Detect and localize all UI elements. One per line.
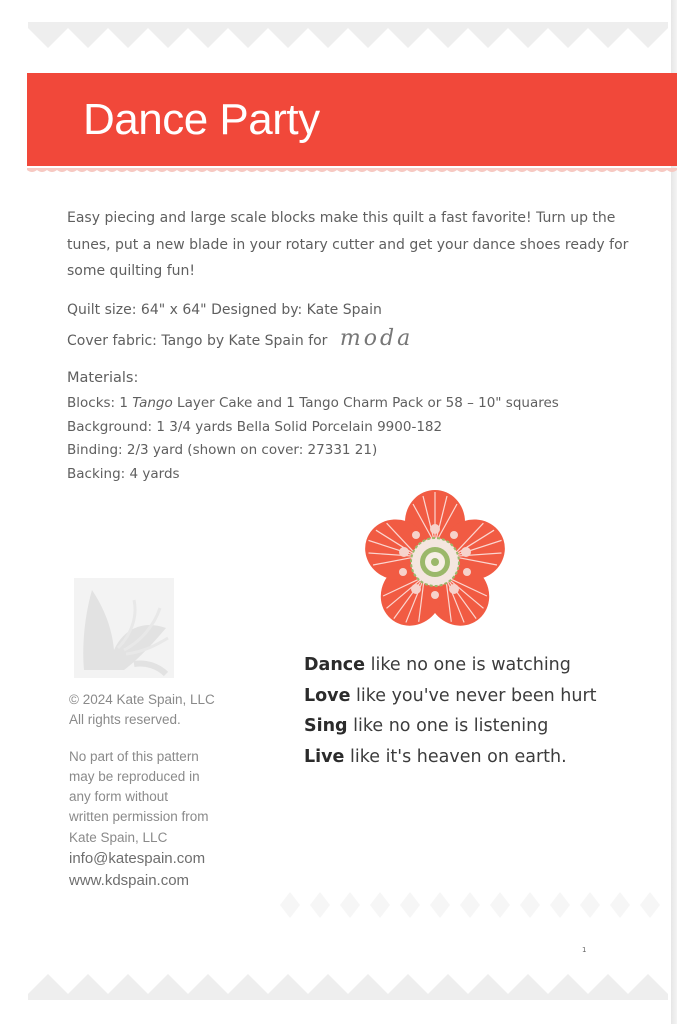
rights-line: All rights reserved. <box>69 712 181 728</box>
quote-line <box>304 742 597 773</box>
moda-logo: moda <box>339 326 414 351</box>
notice-line: may be reproduced in <box>69 768 200 784</box>
materials-list <box>67 370 559 486</box>
page-title: Dance Party <box>83 95 320 144</box>
notice-line: any form without <box>69 789 169 805</box>
materials-heading: Materials: <box>67 370 139 386</box>
top-zigzag-border <box>28 22 668 54</box>
quote-line <box>304 681 597 712</box>
quote-block <box>304 650 597 773</box>
notice-line: Kate Spain, LLC <box>69 829 168 845</box>
email-link[interactable]: info@katespain.com <box>69 850 206 868</box>
quote-line <box>304 650 597 681</box>
bottom-zigzag-border <box>28 968 668 1000</box>
quote-keyword: Live <box>304 747 345 768</box>
quote-line <box>304 711 597 742</box>
quote-text: like no one is watching <box>365 655 571 675</box>
materials-blocks <box>67 392 559 416</box>
copyright-line: © 2024 Kate Spain, LLC <box>69 692 215 707</box>
quote-keyword: Dance <box>304 655 366 675</box>
intro-paragraph: Easy piecing and large scale blocks make this quilt a fast favorite! Turn up the tunes, put a new blade in your rotary cutter and get your dance shoes ready for some quilting fun! <box>67 210 629 279</box>
blocks-suffix: Layer Cake and 1 Tango Charm Pack or 58 – 10" squares <box>172 395 559 411</box>
quote-text: like no one is listening <box>347 716 549 737</box>
banner-scallop-edge <box>27 168 677 174</box>
quote-text: like you've never been hurt <box>350 685 597 706</box>
quote-text: like it's heaven on earth. <box>344 747 567 768</box>
flower-illustration <box>365 490 505 635</box>
blocks-prefix: Blocks: 1 <box>67 395 133 411</box>
notice-line: written permission from <box>69 809 209 825</box>
cover-fabric-line <box>67 326 413 351</box>
quilt-size-line: Quilt size: 64" x 64" Designed by: Kate Spain <box>67 302 382 318</box>
kate-spain-lily-logo-icon <box>74 578 174 678</box>
website-link[interactable]: www.kdspain.com <box>69 872 190 890</box>
legal-notice <box>69 690 269 892</box>
page-number: 1 <box>582 946 587 954</box>
title-banner <box>27 73 677 166</box>
quote-keyword: Sing <box>304 716 348 737</box>
faint-decorative-row <box>280 888 675 922</box>
blocks-fabric-name: Tango <box>132 395 173 411</box>
cover-fabric-text: Cover fabric: Tango by Kate Spain for <box>67 333 328 349</box>
notice-line: No part of this pattern <box>69 748 199 764</box>
materials-binding: Binding: 2/3 yard (shown on cover: 27331 21) <box>67 442 378 458</box>
materials-backing: Backing: 4 yards <box>67 465 180 482</box>
quote-keyword: Love <box>304 685 351 706</box>
materials-background: Background: 1 3/4 yards Bella Solid Porcelain 9900-182 <box>67 418 443 435</box>
